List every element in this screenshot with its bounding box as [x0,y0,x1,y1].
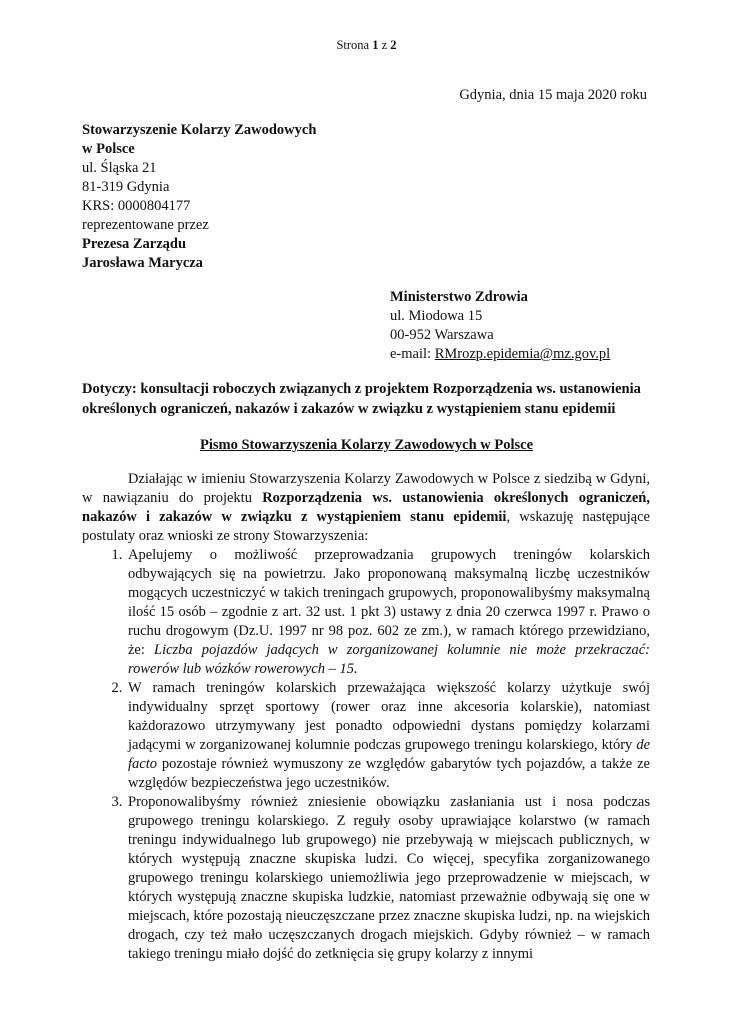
page-total: 2 [390,38,397,52]
intro-paragraph [82,470,650,546]
list-item [126,679,650,793]
sender-city: 81-319 Gdynia [82,179,170,195]
item-2-text-a: W ramach treningów kolarskich przeważająca większość kolarzy użytkuje swój indywidualny sprzęt sportowy (rower oraz inne akcesoria kolarskie), natomiast każdorazowo utrzymywany jest ponadto odpowiedni dystans pomiędzy kolarzami jadącymi w zorganizowanej kolumnie podczas grupowego treningu kolarskiego, który [128,680,650,753]
sender-name: Jarosława Marycza [82,255,203,271]
page-separator: z [378,38,391,52]
page-number-header [0,38,733,53]
item-1-quote: Liczba pojazdów jadących w zorganizowanej kolumnie nie może przekraczać: rowerów lub wózków rowerowych – 15. [128,642,650,677]
list-item [126,546,650,679]
sender-represented: reprezentowane przez [82,217,209,233]
sender-street: ul. Śląska 21 [82,160,157,176]
recipient-email-link[interactable]: RMrozp.epidemia@mz.gov.pl [434,346,611,362]
page-current: 1 [372,38,379,52]
recipient-block [390,288,610,364]
letter-body [82,470,650,964]
intro-bold-regulation: Rozporządzenia ws. ustanowienia określonych ograniczeń, nakazów i zakazów w związku z wystąpieniem stanu epidemii [82,490,650,525]
recipient-name: Ministerstwo Zdrowia [390,289,528,305]
item-2-text-b: pozostaje również wymuszony ze względów gabarytów tych pojazdów, a także ze względów bezpieczeństwa jego uczestników. [128,756,650,791]
document-title: Pismo Stowarzyszenia Kolarzy Zawodowych w Polsce [199,437,534,453]
recipient-email-prefix: e-mail: [390,346,435,362]
sender-krs: KRS: 0000804177 [82,198,191,214]
sender-block [82,121,316,273]
recipient-street: ul. Miodowa 15 [390,308,483,324]
page-prefix: Strona [336,38,373,52]
intro-text-1: Działając w imieniu Stowarzyszenia Kolarzy Zawodowych w Polsce z siedzibą w Gdyni, w nawiązaniu do projektu [82,471,650,506]
recipient-city: 00-952 Warszawa [390,327,494,343]
sender-role: Prezesa Zarządu [82,236,187,252]
item-2-italic: de facto [128,737,650,772]
list-item [126,793,650,964]
subject-line: Dotyczy: konsultacji roboczych związanych z projektem Rozporządzenia ws. ustanowienia określonych ograniczeń, nakazów i zakazów w związku z wystąpieniem stanu epidemii [82,381,641,417]
intro-text-2: , wskazuję następujące postulaty oraz wnioski ze strony Stowarzyszenia: [82,509,650,544]
sender-org-line2: w Polsce [82,141,135,157]
recipient-email-line [390,345,610,364]
item-1-text: Apelujemy o możliwość przeprowadzania grupowych treningów kolarskich odbywających się na powietrzu. Jako proponowaną maksymalną liczbę uczestników mogących uczestniczyć w takich treningach grupowych, proponowalibyśmy maksymalną ilość 15 osób – zgodnie z art. 32 ust. 1 pkt 3) ustawy z dnia 20 czerwca 1997 r. Prawo o ruchu drogowym (Dz.U. 1997 nr 98 poz. 602 ze zm.), w ramach którego przewidziano, że: [128,547,650,658]
postulates-list [82,546,650,964]
sender-org-line1: Stowarzyszenie Kolarzy Zawodowych [82,122,317,138]
item-3-text: Proponowalibyśmy również zniesienie obowiązku zasłaniania ust i nosa podczas grupowego treningu kolarskiego. Z reguły osoby uprawiające kolarstwo (w ramach treningu indywidualnego lub grupowego) nie przebywają w miejscach publicznych, w których występują znaczne skupiska ludzi. Co więcej, specyfika zorganizowanego grupowego treningu kolarskiego uniemożliwia jego przeprowadzenie w miejscach, w których występują znaczne skupiska ludzkie, natomiast przeważnie odbywają się one w miejscach, które pozostają nieuczęszczane przez znaczne skupiska ludzi, np. na wiejskich drogach, czy też mało uczęszczanych drogach miejskich. Gdyby również – w ramach takiego treningu miało dojść do zetknięcia się grupy kolarzy z innymi [128,794,650,962]
date-line: Gdynia, dnia 15 maja 2020 roku [459,87,647,103]
